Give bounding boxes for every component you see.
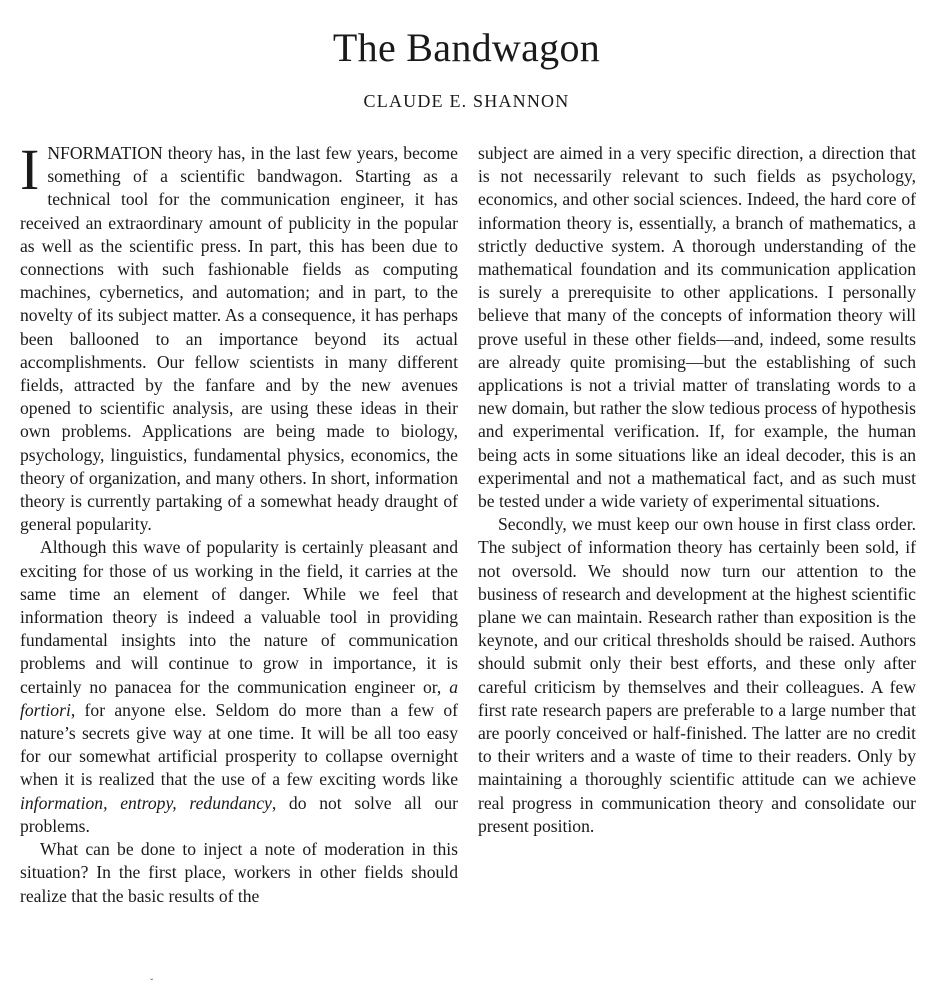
- paragraph-4: Secondly, we must keep our own house in first class order. The subject of information theory has certainly been sold, if not oversold. We should now turn our attention to the business of research and development at the highest scientific plane we can maintain. Research rather than exposition is the keynote, and our critical thresholds should be raised. Authors should submit only their best efforts, and these only after careful criticism by themselves and their colleagues. A few first rate research papers are preferable to a large number that are poorly conceived or half-finished. The latter are no credit to their writers and a waste of time to their readers. Only by maintaining a thoroughly scientific attitude can we achieve real progress in communication theory and consolidate our present position.: [478, 514, 916, 836]
- article-title: The Bandwagon: [332, 25, 601, 70]
- paragraph-2-text-a: Although this wave of popularity is certainly pleasant and exciting for those of us working in the field, it carries at the same time an element of danger. While we feel that information theory is indeed a valuable tool in providing fundamental insights into the nature of communication problems and will continue to grow in importance, it is certainly no panacea for the communication engineer or,: [20, 537, 458, 697]
- article-author: CLAUDE E. SHANNON: [363, 91, 570, 111]
- paragraph-1: [20, 137, 458, 536]
- paragraph-2-italic-terms: information, entropy, redundancy: [20, 792, 272, 813]
- right-column: [478, 142, 916, 838]
- print-mark: ˇ: [150, 978, 154, 989]
- paragraph-2-text-b: , for anyone else. Seldom do more than a few of nature’s secrets give way at one time. It will be all too easy for our somewhat artificial prosperity to collapse overnight when it is realized that the use of a few exciting words like: [20, 699, 458, 790]
- paragraph-2: [20, 536, 458, 838]
- paragraph-1-text: NFORMATION theory has, in the last few years, become something of a scientific bandwagon. Starting as a technical tool for the communication engineer, it has received an extraordinary amount of publicity in the popular as well as the scientific press. In part, this has been due to connections with such fashionable fields as computing machines, cybernetics, and automation; and in part, to the novelty of its subject matter. As a consequence, it has perhaps been ballooned to an importance beyond its actual accomplishments. Our fellow scientists in many different fields, attracted by the fanfare and by the new avenues opened to scientific analysis, are using these ideas in their own problems. Applications are being made to biology, psychology, linguistics, fundamental physics, economics, the theory of organization, and many others. In short, information theory is currently partaking of a somewhat heady draught of general popularity.: [20, 143, 458, 535]
- paragraph-3-continued: subject are aimed in a very specific direction, a direction that is not necessarily relevant to such fields as psychology, economics, and other social sciences. Indeed, the hard core of information theory is, essentially, a branch of mathematics, a strictly deductive system. A thorough understanding of the mathematical foundation and its communication application is surely a prerequisite to other applications. I personally believe that many of the concepts of information theory will prove useful in these other fields—and, indeed, some results are already quite promising—but the establishing of such applications is not a trivial matter of translating words to a new domain, but rather the slow tedious process of hypothesis and experimental verification. If, for example, the human being acts in some situations like an ideal decoder, this is an experimental and not a mathematical fact, and as such must be tested under a wide variety of experimental situations.: [478, 143, 916, 512]
- paragraph-3: What can be done to inject a note of moderation in this situation? In the first place, workers in other fields should realize that the basic results of the: [20, 839, 458, 906]
- paragraph-2-text-c: , do not solve all our problems.: [20, 792, 458, 836]
- drop-cap: I: [20, 137, 40, 202]
- paragraph-2-italic-a-fortiori: a fortiori: [20, 676, 458, 720]
- left-column: [20, 137, 458, 908]
